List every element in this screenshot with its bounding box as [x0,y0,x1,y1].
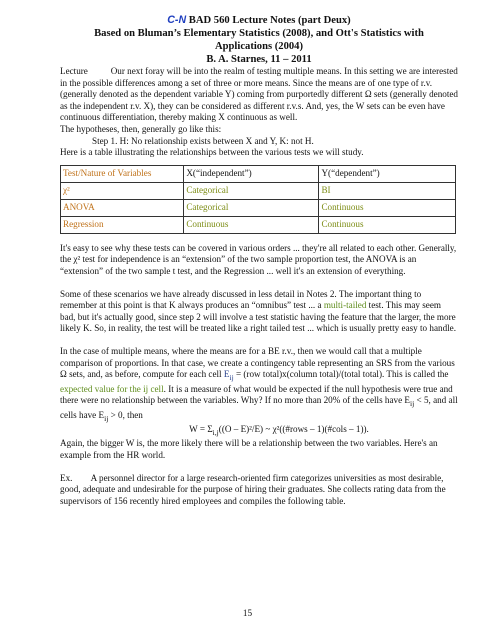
paragraph-relations: It's easy to see why these tests can be covered in various orders ... they're all related to each other. Generally, the χ² test for independence is an “extension” of the two sample proportion test, the ANOVA is an “extension” of the two sample t test, and the Regression ... well it's an extension of everything. [60,242,457,276]
table-row [61,216,456,233]
table-header-cell: Y(“dependent”) [319,165,456,182]
table-row [61,182,456,199]
table-cell: Regression [61,216,184,233]
lecture-label: Lecture [60,66,88,76]
table-header-row [61,165,456,182]
paragraph-omnibus: Some of these scenarios we have already discussed in less detail in Notes 2. The important thing to remember at this point is that K always produces an “omnibus” test ... a multi-tailed test. This may seem bad, but it's actually good, since step 2 will involve a test statistic having the feature that the larger, the more likely K. So, in reality, the test will be treated like a right tailed test ... which is usually pretty easy to handle. [60,288,456,334]
table-header-cell: Test/Nature of Variables [61,165,184,182]
table-cell: Categorical [184,199,319,216]
relationships-table [60,165,456,234]
multi-tailed-highlight: multi-tailed [323,300,367,311]
table-cell: BI [319,182,456,199]
intro-paragraph: Lecture Our next foray will be into the realm of testing multiple means. In this setting we are interested in the possible differences among a set of three or more means. Since the means are of one type of r.v. (generally denoted as the dependent variable Y) coming from purportedly different Ω sets (generally denoted as the independent r.v. X), they can be considered as different r.v.s. And, yes, the W sets can be even have continuous differentiation, thereby making X continuous as well. The hypotheses, then, generally go like this: [60,66,458,134]
title-line-2: Based on Bluman’s Elementary Statistics (2008), and Ott's Statistics with [94,28,424,39]
eij-symbol: $E_{ij}$ [223,369,234,382]
table-header-cell: X(“independent”) [184,165,319,182]
document-title [60,14,458,66]
page-number: 15 [242,608,253,618]
example-label: Ex. [60,472,73,483]
document-page [60,14,458,507]
expected-value-highlight: expected value for the ij cell [60,383,164,394]
example-paragraph: Ex. A personnel director for a large research-oriented firm categorizes universities as most desirable, good, adequate and undesirable for the purpose of hiring their graduates. She collects rating data from the supervisors of 156 recently hired employees and compiles the following table. [60,472,446,506]
table-cell: ANOVA [61,199,184,216]
table-cell: Continuous [319,199,456,216]
paragraph-multiple-means: In the case of multiple means, where the means are for a BE r.v., then we would call that a multiple comparison of proportions. In that case, we create a contingency table representing an SRS from the various Ω sets, and, as before, compute for each cell $E_{ij} = (row$ total)x(column total)/(total total). This is called the expected value for the ij cell. It is a measure of what would be expected if the null hypothesis were true and there were no relationship between the variables. Why? If no more than 20% of the cells have $E_{ij} < 5$, and all cells have $E_{ij} > 0$, then [60,345,458,423]
title-line-3: Applications (2004) [215,41,303,52]
chi-square-formula: $W = \Sigma_{i,j}((O - E)^2/E)$ ~ χ²((#rows – 1)(#cols – 1)). [189,423,369,437]
title-prefix: C-N [167,14,187,26]
paragraph-again: Again, the bigger W is, the more likely there will be a relationship between the two variables. Here's an example from the HR world. [60,438,438,460]
table-cell: Continuous [184,216,319,233]
title-line-1: C-N BAD 560 Lecture Notes (part Deux) [167,14,351,26]
step-1: Step 1. H: No relationship exists between X and Y, K: not H. [92,135,314,146]
title-line-4: B. A. Starnes, 11 – 2011 [206,54,312,65]
table-intro: Here is a table illustrating the relationships between the various tests we will study. [60,147,364,158]
table-row [61,199,456,216]
table-cell: χ² [61,182,184,199]
table-cell: Continuous [319,216,456,233]
table-cell: Categorical [184,182,319,199]
